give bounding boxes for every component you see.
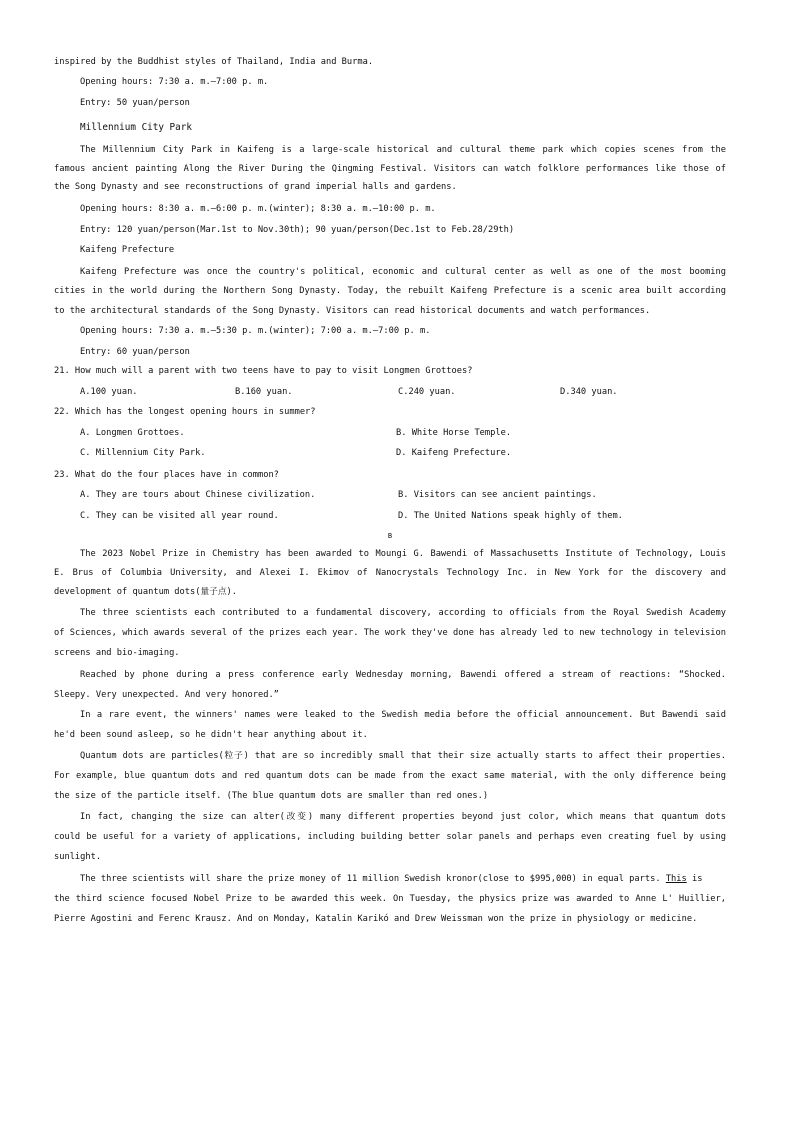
- answer-option[interactable]: C.240 yuan.: [398, 387, 456, 397]
- section-title: Kaifeng Prefecture: [80, 245, 175, 255]
- paragraph-line: The three scientists each contributed to a fundamental discovery, according to officials from the Royal Swedish Academy: [80, 608, 726, 618]
- answer-option[interactable]: C. Millennium City Park.: [80, 448, 206, 458]
- paragraph-line: sunlight.: [54, 852, 102, 862]
- paragraph-line: the Song Dynasty and see reconstructions of grand imperial halls and gardens.: [54, 182, 457, 192]
- paragraph-line: inspired by the Buddhist styles of Thailand, India and Burma.: [54, 57, 374, 67]
- paragraph-line: he'd been sound asleep, so he didn't hear anything about it.: [54, 730, 368, 740]
- paragraph-line: For example, blue quantum dots and red quantum dots can be made from the exact same material, with the only difference being: [54, 771, 726, 781]
- paragraph-line: [80, 873, 726, 885]
- answer-option[interactable]: D.340 yuan.: [560, 387, 618, 397]
- paragraph-line: In fact, changing the size can alter(改变) many different properties beyond just color, which means that quantum dots: [80, 812, 726, 822]
- opening-hours: Opening hours: 8:30 a. m.—6:00 p. m.(winter); 8:30 a. m.—10:00 p. m.: [80, 204, 436, 214]
- opening-hours: Opening hours: 7:30 a. m.—7:00 p. m.: [80, 77, 269, 87]
- answer-option[interactable]: B. Visitors can see ancient paintings.: [398, 490, 597, 500]
- answer-option[interactable]: D. The United Nations speak highly of them.: [398, 511, 623, 521]
- paragraph-line: development of quantum dots(量子点).: [54, 587, 237, 597]
- paragraph-line: In a rare event, the winners' names were leaked to the Swedish media before the official announcement. But Bawendi said: [80, 710, 726, 720]
- paragraph-line: to the architectural standards of the Song Dynasty. Visitors can read historical documents and watch performances.: [54, 306, 651, 316]
- paragraph-line: famous ancient painting Along the River During the Qingming Festival. Visitors can watch folklore performances like those of: [54, 164, 726, 174]
- underlined-word: This: [665, 874, 687, 884]
- question-stem: 23. What do the four places have in common?: [54, 470, 279, 480]
- paragraph-line: E. Brus of Columbia University, and Alexei I. Ekimov of Nanocrystals Technology Inc. in New York for the discovery and: [54, 568, 726, 578]
- paragraph-line: The Millennium City Park in Kaifeng is a large-scale historical and cultural theme park which copies scenes from the: [80, 145, 726, 155]
- paragraph-line: Quantum dots are particles(粒子) that are so incredibly small that their size actually starts to affect their properties.: [80, 751, 726, 761]
- entry-fee: Entry: 60 yuan/person: [80, 347, 190, 357]
- paragraph-line: Pierre Agostini and Ferenc Krausz. And on Monday, Katalin Karikó and Drew Weissman won the prize in physiology or medicine.: [54, 914, 698, 924]
- paragraph-line: Reached by phone during a press conference early Wednesday morning, Bawendi offered a stream of reactions: “Shocked.: [80, 670, 726, 680]
- answer-option[interactable]: A. They are tours about Chinese civilization.: [80, 490, 316, 500]
- answer-option[interactable]: D. Kaifeng Prefecture.: [396, 448, 512, 458]
- paragraph-line: Kaifeng Prefecture was once the country's political, economic and cultural center as well as one of the most booming: [80, 267, 726, 277]
- opening-hours: Opening hours: 7:30 a. m.—5:30 p. m.(winter); 7:00 a. m.—7:00 p. m.: [80, 326, 431, 336]
- entry-fee: Entry: 120 yuan/person(Mar.1st to Nov.30th); 90 yuan/person(Dec.1st to Feb.28/29th): [80, 225, 515, 235]
- answer-option[interactable]: B.160 yuan.: [235, 387, 293, 397]
- answer-option[interactable]: A. Longmen Grottoes.: [80, 428, 185, 438]
- answer-option[interactable]: C. They can be visited all year round.: [80, 511, 279, 521]
- question-stem: 21. How much will a parent with two teens have to pay to visit Longmen Grottoes?: [54, 366, 473, 376]
- paragraph-line: cities in the world during the Northern Song Dynasty. Today, the rebuilt Kaifeng Prefecture is a scenic area built according: [54, 286, 726, 296]
- paragraph-line: of Sciences, which awards several of the prizes each year. The work they've done has already led to new technology in television: [54, 628, 726, 638]
- line-text: The three scientists will share the prize money of 11 million Swedish kronor(close to $995,000) in equal parts.: [80, 874, 661, 884]
- passage-label: B: [387, 532, 393, 540]
- paragraph-line: the size of the particle itself. (The blue quantum dots are smaller than red ones.): [54, 791, 489, 801]
- question-stem: 22. Which has the longest opening hours in summer?: [54, 407, 316, 417]
- line-text: is: [691, 874, 703, 884]
- section-title: Millennium City Park: [80, 122, 192, 133]
- paragraph-line: The 2023 Nobel Prize in Chemistry has been awarded to Moungi G. Bawendi of Massachusetts Institute of Technology, Louis: [80, 549, 726, 559]
- entry-fee: Entry: 50 yuan/person: [80, 98, 190, 108]
- paragraph-line: the third science focused Nobel Prize to be awarded this week. On Tuesday, the physics prize was awarded to Anne L' Huillier,: [54, 894, 726, 904]
- paragraph-line: screens and bio-imaging.: [54, 648, 180, 658]
- paragraph-line: could be useful for a variety of applications, including building better solar panels and perhaps even creating fuel by using: [54, 832, 726, 842]
- answer-option[interactable]: B. White Horse Temple.: [396, 428, 512, 438]
- answer-option[interactable]: A.100 yuan.: [80, 387, 138, 397]
- paragraph-line: Sleepy. Very unexpected. And very honored.”: [54, 690, 279, 700]
